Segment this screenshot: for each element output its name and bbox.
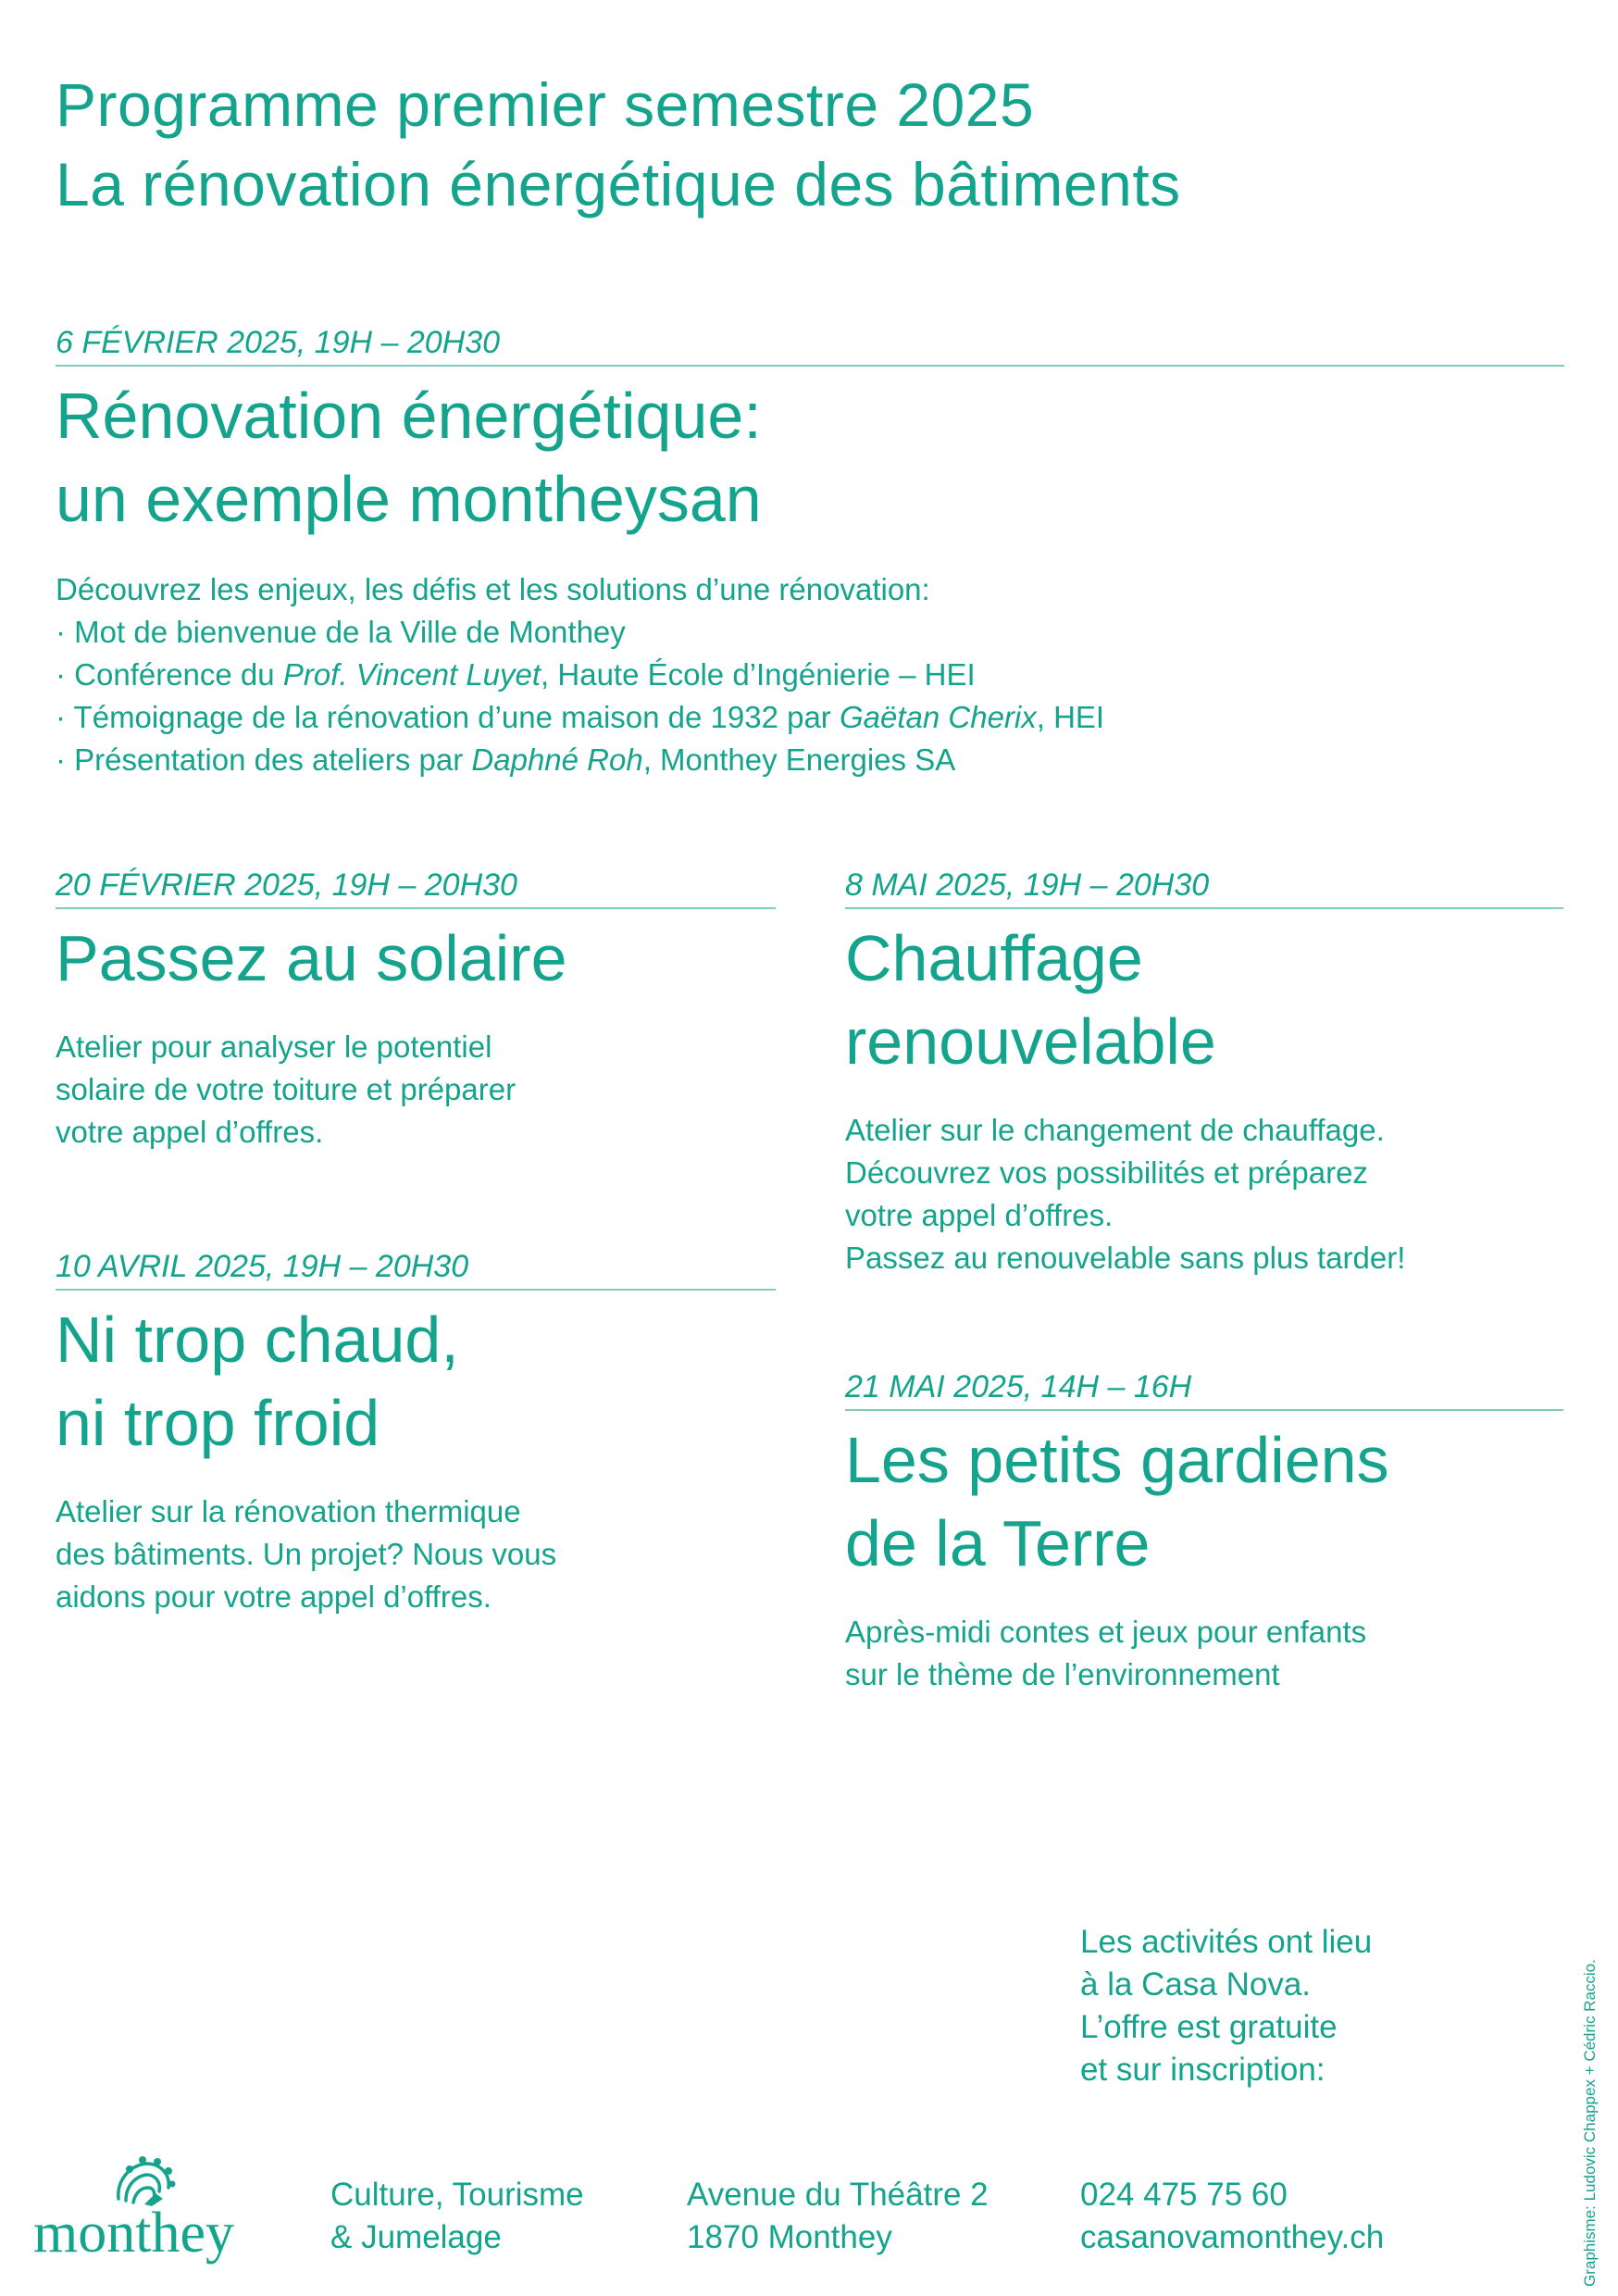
title-line-1: Programme premier semestre 2025 bbox=[56, 70, 1035, 139]
item-3-affiliation: , HEI bbox=[1036, 700, 1105, 734]
logo-wordmark: monthey bbox=[33, 2202, 234, 2265]
address-street: Avenue du Théâtre 2 bbox=[687, 2177, 989, 2213]
event-5-title-line-1: Les petits gardiens bbox=[845, 1424, 1389, 1496]
event-3-description bbox=[56, 1491, 776, 1618]
event-3-desc-line: des bâtiments. Un projet? Nous vous bbox=[56, 1537, 557, 1571]
info-line: à la Casa Nova. bbox=[1080, 1966, 1312, 2003]
item-4-affiliation: , Monthey Energies SA bbox=[642, 742, 956, 777]
monthey-logo bbox=[33, 2152, 255, 2264]
event-4 bbox=[845, 867, 1563, 1279]
contact-info bbox=[1080, 2174, 1384, 2259]
event-4-desc-line: Découvrez vos possibilités et préparez bbox=[845, 1155, 1368, 1190]
event-3-divider bbox=[56, 1289, 776, 1291]
department-info bbox=[330, 2174, 584, 2259]
department-line: Culture, Tourisme bbox=[330, 2177, 584, 2213]
phone-number: 024 475 75 60 bbox=[1080, 2177, 1288, 2213]
item-4-text: · Présentation des ateliers par bbox=[56, 742, 472, 777]
event-2-divider bbox=[56, 907, 776, 909]
event-5 bbox=[845, 1368, 1563, 1696]
event-5-desc-line: sur le thème de l’environnement bbox=[845, 1657, 1280, 1691]
event-4-desc-line: Passez au renouvelable sans plus tarder! bbox=[845, 1241, 1406, 1275]
title-line-2: La rénovation énergétique des bâtiments bbox=[56, 150, 1181, 218]
event-2-desc-line: votre appel d’offres. bbox=[56, 1115, 324, 1149]
event-3-desc-line: aidons pour votre appel d’offres. bbox=[56, 1579, 492, 1614]
event-2-desc-line: solaire de votre toiture et préparer bbox=[56, 1072, 517, 1106]
info-line: Les activités ont lieu bbox=[1080, 1924, 1373, 1960]
website-link: casanovamonthey.ch bbox=[1080, 2219, 1385, 2255]
event-1 bbox=[56, 324, 1564, 781]
info-line: et sur inscription: bbox=[1080, 2052, 1326, 2088]
event-1-item-3 bbox=[56, 696, 1564, 739]
item-3-text: · Témoignage de la rénovation d’une maison de 1932 par bbox=[56, 700, 840, 734]
event-3-desc-line: Atelier sur la rénovation thermique bbox=[56, 1494, 521, 1529]
event-3-title-line-2: ni trop froid bbox=[56, 1387, 380, 1459]
event-4-date: 8 MAI 2025, 19H – 20H30 bbox=[845, 867, 1210, 903]
event-4-title-line-2: renouvelable bbox=[845, 1005, 1216, 1078]
event-4-title-line-1: Chauffage bbox=[845, 922, 1143, 994]
event-2-title-line-1: Passez au solaire bbox=[56, 922, 567, 994]
event-2-title bbox=[56, 917, 776, 1000]
page-title bbox=[56, 65, 1181, 224]
event-3-title bbox=[56, 1298, 776, 1465]
event-4-divider bbox=[845, 907, 1563, 909]
event-4-title bbox=[845, 917, 1563, 1083]
event-5-divider bbox=[845, 1409, 1563, 1411]
speaker-name: Daphné Roh bbox=[471, 742, 643, 777]
event-3 bbox=[56, 1248, 776, 1618]
event-1-title bbox=[56, 374, 1564, 541]
info-line: L’offre est gratuite bbox=[1080, 2009, 1338, 2045]
event-1-item-1: · Mot de bienvenue de la Ville de Monthey bbox=[56, 615, 626, 649]
speaker-name: Prof. Vincent Luyet bbox=[282, 657, 541, 692]
address bbox=[687, 2174, 989, 2259]
speaker-name: Gaëtan Cherix bbox=[839, 700, 1037, 734]
practical-info bbox=[1080, 1921, 1372, 2091]
event-4-desc-line: Atelier sur le changement de chauffage. bbox=[845, 1113, 1385, 1147]
event-5-title bbox=[845, 1418, 1563, 1585]
event-1-divider bbox=[56, 365, 1564, 367]
address-city: 1870 Monthey bbox=[687, 2219, 892, 2255]
event-3-title-line-1: Ni trop chaud, bbox=[56, 1304, 459, 1376]
event-1-date: 6 FÉVRIER 2025, 19H – 20H30 bbox=[56, 325, 501, 360]
event-1-item-2 bbox=[56, 654, 1564, 696]
event-5-date: 21 MAI 2025, 14H – 16H bbox=[845, 1369, 1192, 1404]
event-1-intro: Découvrez les enjeux, les défis et les solutions d’une rénovation: bbox=[56, 572, 930, 606]
event-2-description bbox=[56, 1026, 776, 1154]
event-1-title-line-2: un exemple montheysan bbox=[56, 463, 762, 535]
event-3-date: 10 AVRIL 2025, 19H – 20H30 bbox=[56, 1249, 469, 1284]
event-5-desc-line: Après-midi contes et jeux pour enfants bbox=[845, 1615, 1367, 1649]
event-2-desc-line: Atelier pour analyser le potentiel bbox=[56, 1029, 492, 1064]
item-2-text: · Conférence du bbox=[56, 657, 283, 692]
monthey-emblem-icon bbox=[33, 2152, 255, 2208]
event-5-description bbox=[845, 1611, 1563, 1696]
item-2-affiliation: , Haute École d’Ingénierie – HEI bbox=[541, 657, 976, 692]
event-1-title-line-1: Rénovation énergétique: bbox=[56, 380, 762, 452]
event-5-title-line-2: de la Terre bbox=[845, 1507, 1151, 1579]
event-4-description bbox=[845, 1109, 1563, 1279]
event-4-desc-line: votre appel d’offres. bbox=[845, 1198, 1114, 1232]
event-2-date: 20 FÉVRIER 2025, 19H – 20H30 bbox=[56, 867, 517, 903]
event-1-description bbox=[56, 568, 1564, 781]
department-line: & Jumelage bbox=[330, 2219, 502, 2255]
design-credit: Graphisme: Ludovic Chappex + Cédric Raccio. bbox=[1581, 1959, 1599, 2287]
event-2 bbox=[56, 867, 776, 1154]
event-1-item-4 bbox=[56, 739, 1564, 781]
